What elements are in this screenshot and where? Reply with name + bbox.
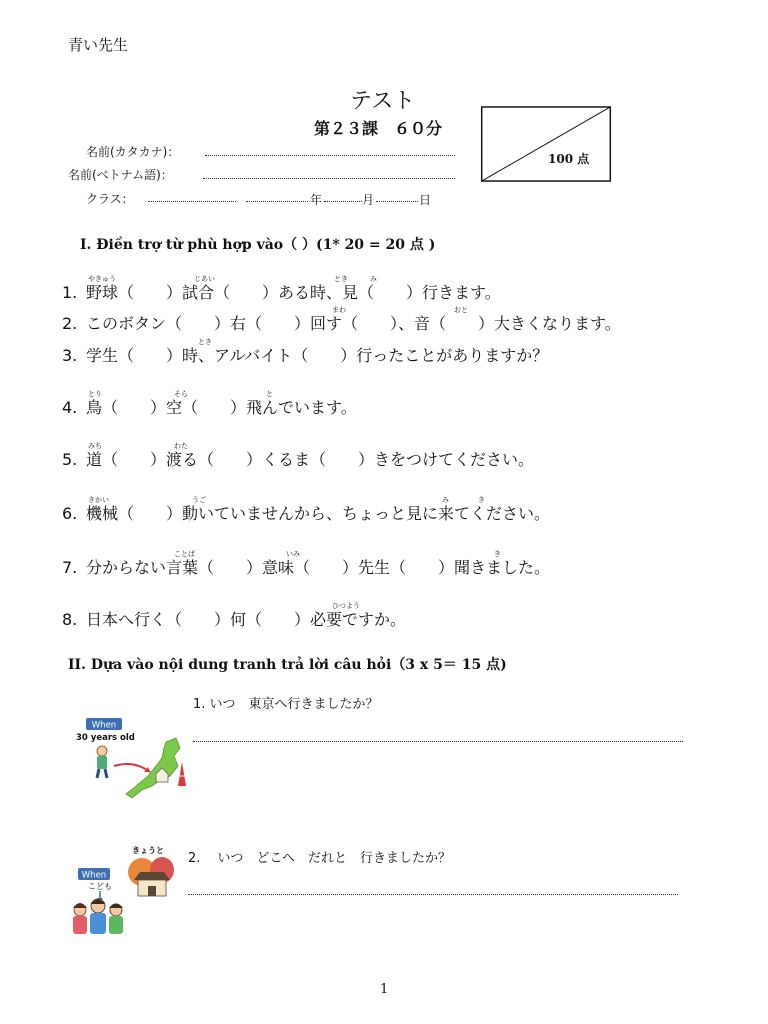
q7-text: 分からない言葉（ ）意味（ ）先生（ ）聞きました。: [86, 558, 551, 577]
year-label: 年: [310, 193, 323, 207]
q6-furigana-1: きかい: [88, 496, 109, 504]
pic1-when-tag: When: [91, 720, 117, 731]
q8-furigana-1: ひつよう: [332, 602, 360, 610]
q4-furigana-1: とり: [88, 390, 102, 398]
score-box: [480, 106, 612, 182]
question-5: [62, 442, 535, 470]
q7-furigana-2: いみ: [286, 550, 300, 558]
q5-text: 道（ ）渡る（ ）くるま（ ）きをつけてください。: [86, 450, 535, 469]
name-kana-field[interactable]: [205, 155, 455, 156]
q7-furigana-3: き: [494, 550, 501, 558]
day-field[interactable]: [376, 201, 418, 202]
q6-text: 機械（ ）動いていませんから、ちょっと見に来てください。: [86, 504, 551, 523]
lesson-info: 第２３課 ６０分: [314, 119, 443, 138]
section-2-title: II. Dựa vào nội dung tranh trả lời câu hỏi（3 x 5＝ 15 点): [68, 657, 507, 673]
month-field[interactable]: [324, 201, 362, 202]
name-kana-row: [86, 143, 179, 160]
pic2-child-label: こども: [88, 882, 112, 891]
answer-line-2[interactable]: [188, 894, 678, 895]
question-3: [62, 338, 549, 366]
q1-furigana-2: じあい: [194, 275, 215, 283]
question-6: [62, 496, 551, 524]
q2-furigana-2: おと: [454, 306, 468, 314]
name-kana-label: 名前(カタカナ)：: [86, 145, 180, 159]
q2-number: 2.: [62, 314, 78, 333]
class-row: [86, 190, 134, 207]
question-2: [62, 306, 621, 334]
month-label: 月: [362, 193, 375, 207]
question-7: [62, 550, 551, 578]
q1-number: 1.: [62, 283, 78, 302]
q4-text: 鳥（ ）空（ ）飛んでいます。: [86, 398, 357, 417]
q6-furigana-3: み: [442, 496, 449, 504]
name-vn-row: [68, 166, 173, 183]
score-label: 100 点: [548, 152, 590, 166]
q6-furigana-4: き: [478, 496, 485, 504]
day-label: 日: [419, 193, 432, 207]
q4-number: 4.: [62, 398, 78, 417]
section-1-title: I. Điền trợ từ phù hợp vào（ ）(1* 20 = 20 点 ): [80, 237, 436, 253]
page-title: テスト: [350, 89, 416, 114]
tokyo-trip-illustration: [72, 714, 194, 806]
q1-furigana-3: とき: [334, 275, 348, 283]
picture-question-1: 1. いつ 東京へ行きましたか？: [193, 697, 379, 712]
page-number: 1: [380, 982, 389, 997]
pic1-age-label: 30 years old: [76, 733, 135, 743]
q3-furigana-1: とき: [198, 338, 212, 346]
picture-question-2: 2. いつ どこへ だれと 行きましたか？: [188, 851, 452, 866]
q7-furigana-1: ことば: [174, 550, 195, 558]
q3-number: 3.: [62, 346, 78, 365]
q4-furigana-2: そら: [174, 390, 188, 398]
question-1: [62, 275, 501, 303]
question-4: [62, 390, 357, 418]
q1-text: 野球（ ）試合（ ）ある時、見（ ）行きます。: [86, 283, 501, 302]
class-label: クラス：: [86, 192, 134, 206]
q8-number: 8.: [62, 610, 78, 629]
q1-furigana-1: やきゅう: [88, 275, 116, 283]
q5-furigana-2: わた: [174, 442, 188, 450]
q8-text: 日本へ行く（ ）何（ ）必要ですか。: [86, 610, 407, 629]
q4-furigana-3: と: [266, 390, 273, 398]
answer-line-1[interactable]: [193, 741, 683, 742]
year-field[interactable]: [246, 201, 308, 202]
pic2-place-label: きょうと: [132, 846, 164, 855]
q6-number: 6.: [62, 504, 78, 523]
name-vn-label: 名前(ベトナム語)：: [68, 168, 173, 182]
q1-furigana-4: み: [370, 275, 377, 283]
kyoto-trip-illustration: [70, 842, 182, 940]
q2-text: このボタン（ ）右（ ）回す（ ）、音（ ）大きくなります。: [86, 314, 621, 333]
q5-furigana-1: みち: [88, 442, 102, 450]
q7-number: 7.: [62, 558, 78, 577]
class-field[interactable]: [148, 201, 236, 202]
q2-furigana-1: まわ: [332, 306, 346, 314]
q6-furigana-2: うご: [192, 496, 206, 504]
teacher-name: 青い先生: [68, 36, 129, 54]
q3-text: 学生（ ）時、アルバイト（ ）行ったことがありますか？: [86, 346, 549, 365]
name-vn-field[interactable]: [203, 178, 455, 179]
q5-number: 5.: [62, 450, 78, 469]
question-8: [62, 602, 407, 630]
pic2-when-tag: When: [81, 870, 107, 881]
